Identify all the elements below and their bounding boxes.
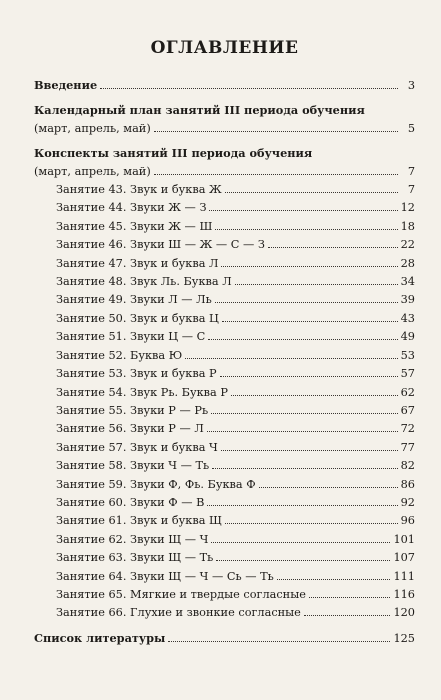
lesson-list: [34, 181, 415, 623]
dot-leader: [225, 523, 398, 524]
toc-entry-lesson[interactable]: [56, 402, 415, 420]
dot-leader: [209, 210, 397, 211]
toc-page-number: 18: [400, 219, 415, 233]
toc-page-number: 101: [393, 532, 415, 546]
toc-entry-lesson[interactable]: [56, 218, 415, 236]
dot-leader: [309, 597, 391, 598]
toc-entry-label: Занятие 54. Звук Рь. Буква Р: [56, 385, 228, 399]
toc-entry-label: Занятие 65. Мягкие и твердые согласные: [56, 587, 306, 601]
dot-leader: [235, 284, 398, 285]
toc-page-number: 53: [400, 348, 415, 362]
toc-page-number: 67: [400, 403, 415, 417]
toc-entry-label: Занятие 59. Звуки Ф, Фь. Буква Ф: [56, 477, 256, 491]
toc-entry-label: Занятие 53. Звук и буква Р: [56, 367, 217, 381]
toc-page-number: 111: [393, 569, 415, 583]
toc-page-number: 3: [407, 79, 415, 92]
toc-page-number: 92: [400, 495, 415, 509]
toc-page-number: 125: [393, 631, 415, 645]
toc-page-number: 82: [400, 459, 415, 473]
dot-leader: [304, 615, 391, 616]
dot-leader: [277, 579, 391, 580]
toc-page-number: 12: [400, 201, 415, 215]
dot-leader: [259, 487, 398, 488]
toc-page-number: 77: [400, 440, 415, 454]
toc-entry-label: Занятие 48. Звук Ль. Буква Л: [56, 275, 232, 289]
toc-entry-label: Занятие 55. Звуки Р — Рь: [56, 403, 209, 417]
dot-leader: [154, 131, 398, 132]
toc-entry-lesson[interactable]: [56, 457, 415, 475]
dot-leader: [216, 560, 390, 561]
toc-page-number: 5: [407, 121, 415, 135]
toc-entry-calendar[interactable]: [34, 101, 415, 138]
toc-entry-label: Список литературы: [34, 630, 166, 645]
toc-page-number: 107: [393, 551, 415, 565]
toc-page-number: 57: [400, 367, 415, 381]
dot-leader: [222, 321, 398, 322]
toc-entry-label: Занятие 60. Звуки Ф — В: [56, 495, 205, 509]
toc-page-number: 43: [400, 311, 415, 325]
dot-leader: [221, 266, 397, 267]
toc-entry-lesson[interactable]: [56, 347, 415, 365]
toc-entry-lesson[interactable]: [56, 273, 415, 291]
toc-entry-label-continued: (март, апрель, май): [34, 164, 151, 178]
toc-page-number: 34: [400, 275, 415, 289]
toc-entry-label: Занятие 49. Звуки Л — Ль: [56, 293, 212, 307]
toc-page-number: 28: [400, 256, 415, 270]
dot-leader: [207, 505, 397, 506]
toc-entry-lesson[interactable]: [56, 291, 415, 309]
dot-leader: [220, 376, 398, 377]
dot-leader: [211, 413, 398, 414]
toc-entry-label: Занятие 57. Звук и буква Ч: [56, 440, 218, 454]
toc-entry-lesson[interactable]: [56, 531, 415, 549]
dot-leader: [168, 641, 390, 642]
toc-entry-lesson[interactable]: [56, 365, 415, 383]
toc-entry-lesson[interactable]: [56, 568, 415, 586]
dot-leader: [207, 431, 398, 432]
toc-entry-lesson[interactable]: [56, 199, 415, 217]
toc-entry-lesson[interactable]: [56, 255, 415, 273]
toc-entry-lesson[interactable]: [56, 236, 415, 254]
toc-entry-references[interactable]: [34, 629, 415, 648]
dot-leader: [225, 192, 398, 193]
dot-leader: [231, 395, 398, 396]
toc-entry-label: Занятие 52. Буква Ю: [56, 348, 183, 362]
toc-entry-notes[interactable]: [34, 144, 415, 181]
toc-entry-lesson[interactable]: [56, 328, 415, 346]
dot-leader: [100, 88, 398, 89]
toc-entry-label: Занятие 66. Глухие и звонкие согласные: [56, 606, 301, 620]
toc-entry-lesson[interactable]: [56, 549, 415, 567]
toc-entry-label: Занятие 56. Звуки Р — Л: [56, 422, 204, 436]
toc-page-number: 120: [393, 606, 415, 620]
page-title: ОГЛАВЛЕНИЕ: [150, 38, 299, 58]
toc-entry-label: Занятие 45. Звуки Ж — Ш: [56, 219, 213, 233]
dot-leader: [208, 339, 397, 340]
toc-entry-lesson[interactable]: [56, 512, 415, 530]
dot-leader: [185, 358, 397, 359]
toc-entry-label-continued: (март, апрель, май): [34, 121, 151, 135]
toc-entry-label: Занятие 43. Звук и буква Ж: [56, 183, 222, 197]
toc-entry-lesson[interactable]: [56, 420, 415, 438]
dot-leader: [215, 302, 398, 303]
toc-entry-label: Занятие 51. Звуки Ц — С: [56, 330, 206, 344]
toc-entry-label: Занятие 47. Звук и буква Л: [56, 256, 219, 270]
dot-leader: [215, 229, 397, 230]
toc-entry-label: Занятие 46. Звуки Ш — Ж — С — З: [56, 238, 265, 252]
toc-page-number: 49: [400, 330, 415, 344]
toc-entry-lesson[interactable]: [56, 439, 415, 457]
dot-leader: [154, 174, 398, 175]
toc-page-number: 86: [400, 477, 415, 491]
toc-entry-label: Занятие 58. Звуки Ч — Ть: [56, 459, 210, 473]
toc-entry-intro[interactable]: [34, 76, 415, 95]
toc-entry-label: Конспекты занятий III периода обучения: [34, 146, 313, 161]
toc-entry-label: Занятие 64. Звуки Щ — Ч — Сь — Ть: [56, 569, 274, 583]
toc-entry-lesson[interactable]: [56, 476, 415, 494]
toc-page-number: 72: [400, 422, 415, 436]
toc-entry-lesson[interactable]: [56, 310, 415, 328]
toc-entry-lesson[interactable]: [56, 494, 415, 512]
toc-entry-label: Занятие 44. Звуки Ж — З: [56, 201, 207, 215]
toc-entry-label: Занятие 62. Звуки Щ — Ч: [56, 532, 209, 546]
dot-leader: [212, 468, 397, 469]
toc-page-number: 116: [393, 587, 415, 601]
toc-entry-lesson[interactable]: [56, 384, 415, 402]
toc-page-number: 7: [407, 164, 415, 178]
dot-leader: [221, 450, 398, 451]
toc-entry-lesson[interactable]: [56, 604, 415, 622]
toc-entry-label: Занятие 61. Звук и буква Щ: [56, 514, 222, 528]
toc-page-number: 62: [400, 385, 415, 399]
dot-leader: [268, 247, 398, 248]
dot-leader: [211, 542, 390, 543]
toc-entry-label: Занятие 50. Звук и буква Ц: [56, 311, 219, 325]
toc-page-number: 22: [400, 238, 415, 252]
toc-entry-lesson[interactable]: [56, 181, 415, 199]
toc-page-number: 7: [407, 183, 415, 197]
toc-page-number: 96: [400, 514, 415, 528]
toc-entry-label: Введение: [34, 78, 98, 92]
toc-entry-label: Занятие 63. Звуки Щ — Ть: [56, 551, 214, 565]
toc-entry-label: Календарный план занятий III периода обучения: [34, 103, 365, 118]
toc-page-number: 39: [400, 293, 415, 307]
toc-entry-lesson[interactable]: [56, 586, 415, 604]
